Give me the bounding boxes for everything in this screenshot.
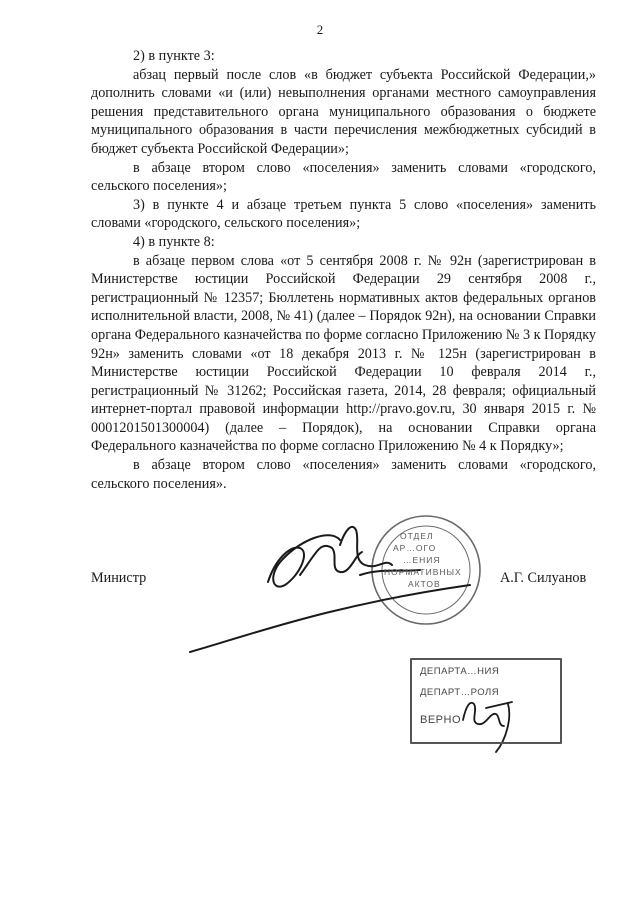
paragraph: 2) в пункте 3:	[133, 48, 215, 64]
seal-text-line: НОРМАТИВНЫХ	[384, 567, 462, 577]
paragraph: в абзаце втором слово «поселения» заменить словами «городского, сельского поселения»;	[91, 159, 596, 195]
seal-text-line: АР…ОГО	[393, 543, 437, 553]
seal-text-line: …ЕНИЯ	[403, 555, 441, 565]
page-number: 2	[316, 22, 324, 37]
paragraph: 3) в пункте 4 и абзаце третьем пункта 5 слово «поселения» заменить словами «городского, сельского поселения»;	[91, 196, 596, 232]
stamp-verno-label: ВЕРНО	[420, 714, 462, 726]
paragraph: в абзаце втором слово «поселения» заменить словами «городского, сельского поселения».	[91, 457, 596, 492]
signer-position: Министр	[91, 570, 147, 586]
seal-text-line: АКТОВ	[408, 579, 441, 589]
stamp-line: ДЕПАРТА…НИЯ	[420, 666, 500, 677]
paragraph: в абзаце первом слова «от 5 сентября 2008 г. № 92н (зарегистрирован в Министерстве юстиции Российской Федерации 29 сентября 2008 г., регистрационный № 12357; Бюллетень нормативных актов федеральных органов исполнительной власти, 2008, № 41) (далее – Порядок 92н), на основании Справки органа Федерального казначейства по форме согласно Приложению № 3 к Порядку 92н» заменить словами «от 18 декабря 2013 г. № 125н (зарегистрирован в Министерстве юстиции Российской Федерации 10 февраля 2014 г., регистрационный № 31262; Российская газета, 2014, 28 февраля; официальный интернет-портал правовой информации http://pravo.gov.ru, 30 января 2015 г. № 0001201501300004) (далее – Порядок), на основании Справки органа Федерального казначейства по форме согласно Приложению № 4 к Порядку»;	[91, 252, 596, 455]
paragraph: 4) в пункте 8:	[133, 233, 215, 250]
paragraph: абзац первый после слов «в бюджет субъекта Российской Федерации,» дополнить словами «и (или) невыполнения органами местного самоуправления решения представительного органа муниципального образования о бюджете муниципального образования в части перечисления межбюджетных субсидий в бюджет субъекта Российской Федерации»;	[91, 66, 596, 157]
signer-name: А.Г. Силуанов	[500, 570, 587, 586]
seal-text-line: ОТДЕЛ	[400, 531, 434, 541]
stamp-line: ДЕПАРТ…РОЛЯ	[420, 687, 500, 698]
certification-stamp	[410, 658, 562, 744]
